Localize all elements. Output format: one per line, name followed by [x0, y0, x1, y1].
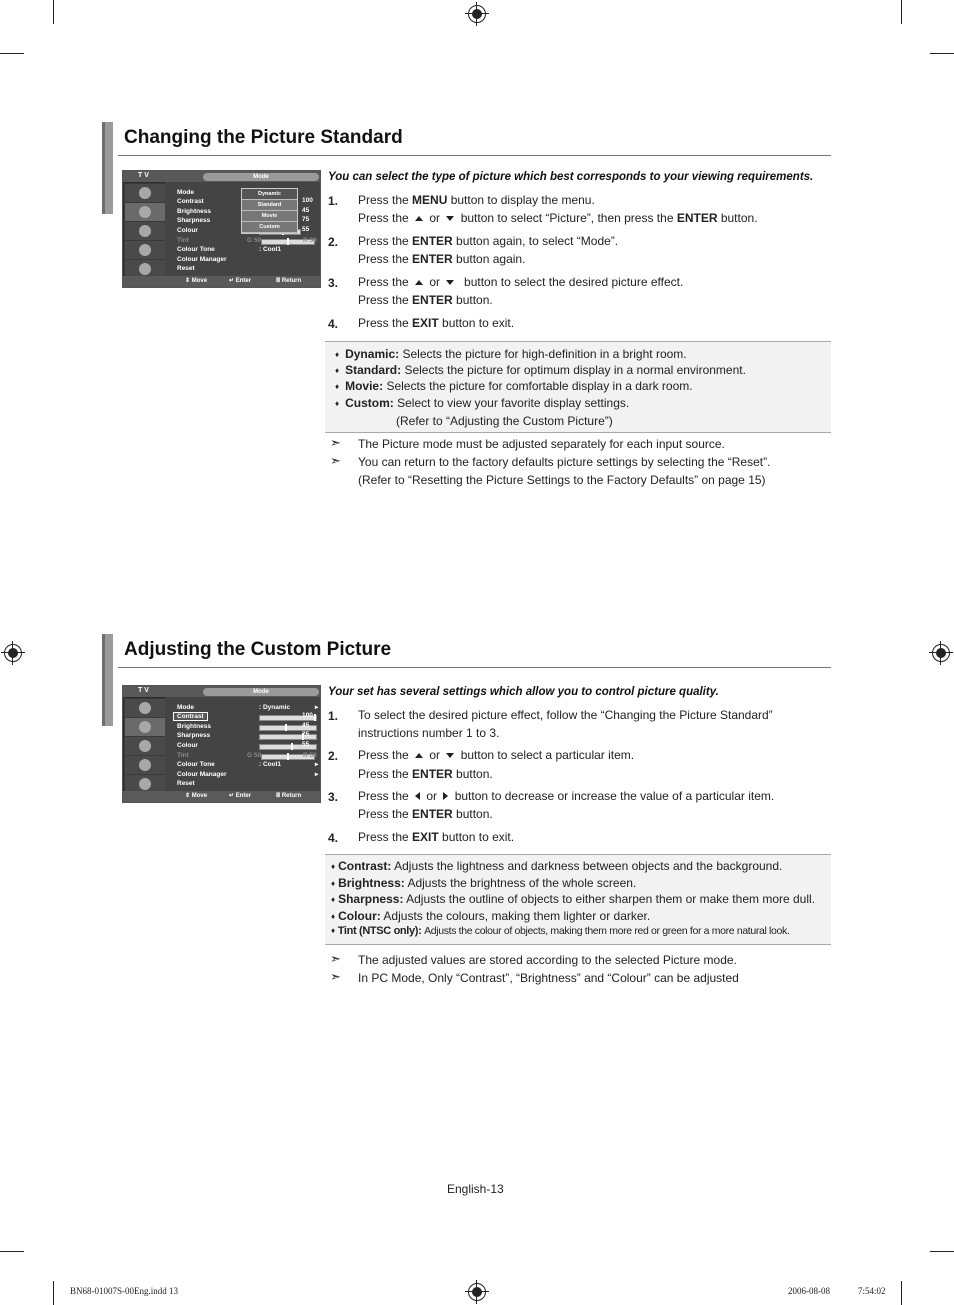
step-number: 2.	[328, 235, 339, 249]
osd-option: Movie	[242, 211, 297, 222]
bullet-item: ♦ Movie: Selects the picture for comfortable display in a dark room.	[335, 379, 693, 393]
osd-value: 55	[302, 741, 310, 748]
down-arrow-icon	[446, 753, 454, 758]
step-text: Press the or button to select a particular item. Press the ENTER button.	[358, 748, 635, 781]
diamond-icon: ♦	[335, 399, 340, 408]
osd-value: 75	[302, 731, 310, 738]
osd-row: Colour Tone	[177, 246, 215, 253]
up-arrow-icon	[415, 216, 423, 221]
osd-option: Dynamic	[242, 189, 297, 200]
note-text: The adjusted values are stored according to the selected Picture mode.	[358, 953, 737, 967]
osd-tint-g: G 50	[247, 752, 262, 759]
note-arrow-icon: ➣	[330, 969, 341, 984]
step-text: Press the ENTER button again, to select “Mode”. Press the ENTER button again.	[358, 234, 619, 266]
input-icon	[124, 183, 166, 203]
section-bar	[102, 634, 113, 726]
osd-move: ⇕ Move	[185, 793, 208, 799]
note-arrow-icon: ➣	[330, 435, 341, 450]
diamond-icon: ♦	[331, 879, 336, 888]
bullet-item: ♦ Colour: Adjusts the colours, making them lighter or darker.	[331, 909, 651, 923]
section-rule	[118, 155, 831, 156]
step-number: 4.	[328, 317, 339, 331]
registration-mark-icon	[468, 5, 486, 23]
osd-arrow-icon: ▸	[315, 704, 319, 711]
up-arrow-icon	[415, 753, 423, 758]
section-title: Adjusting the Custom Picture	[124, 639, 392, 660]
osd-move: ⇕ Move	[185, 278, 208, 284]
bullet-item: ♦ Standard: Selects the picture for optimum display in a normal environment.	[335, 363, 746, 377]
crop-mark	[53, 0, 54, 24]
channel-icon	[124, 755, 166, 775]
registration-mark-icon	[932, 644, 950, 662]
crop-mark	[0, 53, 24, 54]
note-text: The Picture mode must be adjusted separately for each input source.	[358, 437, 725, 451]
osd-option: Custom	[242, 222, 297, 233]
osd-tint-r: R 50	[303, 237, 317, 244]
crop-mark	[53, 1281, 54, 1305]
step-number: 1.	[328, 194, 339, 208]
info-box	[325, 341, 831, 433]
tv-menu-screenshot	[122, 685, 321, 803]
sound-icon	[124, 736, 166, 756]
note-arrow-icon: ➣	[330, 453, 341, 468]
crop-mark	[0, 1251, 24, 1252]
osd-option: Standard	[242, 200, 297, 211]
osd-row: Tint	[177, 752, 189, 759]
down-arrow-icon	[446, 280, 454, 285]
picture-icon	[124, 202, 166, 222]
osd-row: Contrast	[177, 198, 204, 205]
osd-row: Contrast	[177, 712, 207, 721]
crop-mark	[930, 1251, 954, 1252]
osd-row: Brightness	[177, 723, 211, 730]
bullet-item: ♦ Tint (NTSC only): Adjusts the colour of objects, making them more red or green for a more natural look.	[331, 925, 790, 937]
osd-value: 75	[302, 216, 310, 223]
info-box	[325, 854, 831, 945]
osd-mode-dropdown	[241, 188, 298, 234]
osd-row: Sharpness	[177, 732, 211, 739]
section-bar	[102, 122, 113, 214]
osd-arrow-icon: ▸	[315, 771, 319, 778]
bullet-item: ♦ Custom: Select to view your favorite display settings.	[335, 396, 630, 410]
diamond-icon: ♦	[335, 350, 340, 359]
slug-time: 7:54:02	[858, 1286, 886, 1296]
slug-date: 2006-08-08	[788, 1286, 830, 1296]
registration-mark-icon	[4, 644, 22, 662]
diamond-icon: ♦	[331, 926, 335, 935]
osd-value: 100	[302, 197, 313, 204]
osd-value: 55	[302, 226, 310, 233]
down-arrow-icon	[446, 216, 454, 221]
crop-mark	[901, 1281, 902, 1305]
osd-row: Sharpness	[177, 217, 211, 224]
tv-menu-screenshot	[122, 170, 321, 288]
right-arrow-icon	[443, 792, 448, 800]
note-text: In PC Mode, Only “Contrast”, “Brightness” and “Colour” can be adjusted	[358, 971, 739, 985]
diamond-icon: ♦	[335, 382, 340, 391]
crop-mark	[930, 53, 954, 54]
bullet-item: ♦ Dynamic: Selects the picture for high-definition in a bright room.	[335, 347, 687, 361]
up-arrow-icon	[415, 280, 423, 285]
osd-tv-label: T V	[138, 172, 149, 179]
note-arrow-icon: ➣	[330, 951, 341, 966]
diamond-icon: ♦	[331, 862, 336, 871]
page-number: English-13	[447, 1182, 504, 1196]
osd-tv-label: T V	[138, 687, 149, 694]
diamond-icon: ♦	[331, 912, 336, 921]
osd-tint-r: R 50	[303, 752, 317, 759]
bullet-item: ♦ Sharpness: Adjusts the outline of objects to either sharpen them or make them more dull.	[331, 892, 816, 906]
osd-row: Tint	[177, 237, 189, 244]
channel-icon	[124, 240, 166, 260]
step-text: Press the EXIT button to exit.	[358, 830, 515, 844]
diamond-icon: ♦	[335, 366, 340, 375]
osd-arrow-icon: ▸	[315, 761, 319, 768]
section-intro: You can select the type of picture which best corresponds to your viewing requirements.	[328, 171, 814, 183]
sound-icon	[124, 221, 166, 241]
section-rule	[118, 667, 831, 668]
osd-row: Colour Tone	[177, 761, 215, 768]
osd-row: Colour	[177, 227, 198, 234]
osd-row: Colour	[177, 742, 198, 749]
osd-row: Mode	[177, 189, 194, 196]
step-text: Press the EXIT button to exit.	[358, 316, 515, 330]
osd-return: Ⅲ Return	[276, 793, 302, 799]
step-number: 2.	[328, 749, 339, 763]
step-number: 3.	[328, 790, 339, 804]
osd-header: Mode	[203, 173, 319, 181]
osd-row: Reset	[177, 780, 195, 787]
osd-value: 100	[302, 712, 313, 719]
step-text: To select the desired picture effect, follow the “Changing the Picture Standard” instructions number 1 to 3.	[358, 708, 773, 740]
osd-row: Colour Manager	[177, 771, 227, 778]
crop-mark	[901, 0, 902, 24]
osd-row: Brightness	[177, 208, 211, 215]
osd-enter: ↵ Enter	[229, 278, 252, 284]
slug-file: BN68-01007S-00Eng.indd 13	[70, 1286, 178, 1296]
picture-icon	[124, 717, 166, 737]
step-number: 1.	[328, 709, 339, 723]
bullet-item: ♦ Brightness: Adjusts the brightness of the whole screen.	[331, 876, 637, 890]
osd-value: 45	[302, 207, 310, 214]
step-text: Press the MENU button to display the menu. Press the or button to select “Picture”, then press the ENTER button.	[358, 193, 758, 225]
step-number: 3.	[328, 276, 339, 290]
osd-row: Mode	[177, 704, 194, 711]
osd-mode-value: : Dynamic	[259, 704, 291, 711]
registration-mark-icon	[468, 1283, 486, 1301]
input-icon	[124, 698, 166, 718]
section-title: Changing the Picture Standard	[124, 127, 403, 148]
osd-header: Mode	[203, 688, 319, 696]
step-text: Press the or button to select the desired picture effect. Press the ENTER button.	[358, 275, 684, 307]
section-intro: Your set has several settings which allow you to control picture quality.	[328, 686, 719, 698]
osd-colour-tone: : Cool1	[259, 761, 282, 768]
osd-enter: ↵ Enter	[229, 793, 252, 799]
bullet-item: ♦ Contrast: Adjusts the lightness and darkness between objects and the background.	[331, 859, 783, 873]
osd-return: Ⅲ Return	[276, 278, 302, 284]
osd-value: 45	[302, 722, 310, 729]
note-text: (Refer to “Resetting the Picture Settings to the Factory Defaults” on page 15)	[358, 473, 766, 487]
osd-row: Colour Manager	[177, 256, 227, 263]
bullet-ref: (Refer to “Adjusting the Custom Picture”)	[396, 414, 613, 428]
osd-tint-g: G 50	[247, 237, 262, 244]
diamond-icon: ♦	[331, 895, 336, 904]
step-text: Press the or button to decrease or increase the value of a particular item. Press the ENTER button.	[358, 789, 775, 821]
step-number: 4.	[328, 831, 339, 845]
osd-colour-tone: : Cool1	[259, 246, 282, 253]
left-arrow-icon	[415, 792, 420, 800]
osd-row: Reset	[177, 265, 195, 272]
note-text: You can return to the factory defaults picture settings by selecting the “Reset”.	[358, 455, 771, 469]
